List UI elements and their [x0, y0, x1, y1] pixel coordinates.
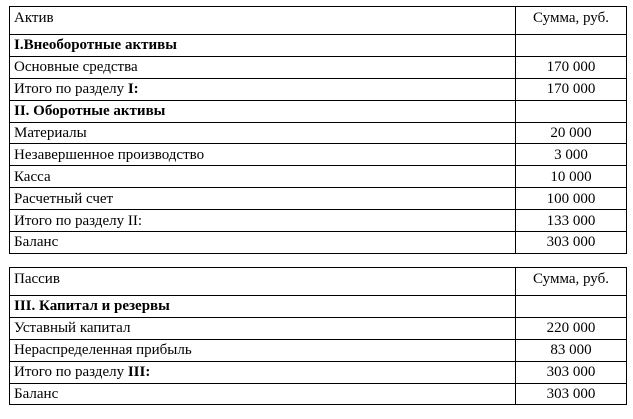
- subtotal-row: [10, 361, 627, 383]
- row-label: Материалы: [10, 122, 516, 144]
- section-row: [10, 35, 627, 57]
- table-row: [10, 339, 627, 361]
- subtotal-row: [10, 78, 627, 100]
- amount-cell: 83 000: [516, 339, 627, 361]
- table-row: [10, 317, 627, 339]
- row-label: Уставный капитал: [10, 317, 516, 339]
- amount-cell: 220 000: [516, 317, 627, 339]
- section-row: [10, 296, 627, 318]
- column-header-label: Пассив: [10, 268, 516, 296]
- section-row: [10, 100, 627, 122]
- amount-cell: [516, 35, 627, 57]
- section-title: I.Внеоборотные активы: [10, 35, 516, 57]
- amount-cell: [516, 100, 627, 122]
- row-label: Расчетный счет: [10, 188, 516, 210]
- amount-cell: 303 000: [516, 361, 627, 383]
- subtotal-row: [10, 210, 627, 232]
- amount-cell: 20 000: [516, 122, 627, 144]
- row-label: Баланс: [10, 232, 516, 254]
- column-header-label: Актив: [10, 7, 516, 35]
- subtotal-label: [10, 361, 516, 383]
- liabilities-table: [9, 267, 627, 405]
- amount-cell: 303 000: [516, 383, 627, 405]
- amount-cell: 3 000: [516, 144, 627, 166]
- amount-cell: 133 000: [516, 210, 627, 232]
- row-label: Баланс: [10, 383, 516, 405]
- row-label: Касса: [10, 166, 516, 188]
- subtotal-label: [10, 78, 516, 100]
- amount-cell: [516, 296, 627, 318]
- table-header-row: [10, 268, 627, 296]
- amount-cell: 303 000: [516, 232, 627, 254]
- table-header-row: [10, 7, 627, 35]
- section-number: III:: [127, 364, 151, 381]
- table-row: [10, 144, 627, 166]
- section-title: III. Капитал и резервы: [10, 296, 516, 318]
- table-row: [10, 166, 627, 188]
- balance-row: [10, 232, 627, 254]
- section-number: I:: [127, 81, 139, 98]
- assets-table: [9, 6, 627, 254]
- column-header-amount: Сумма, руб.: [516, 268, 627, 296]
- row-label: Нераспределенная прибыль: [10, 339, 516, 361]
- row-label: Итого по разделу II:: [10, 210, 516, 232]
- row-label: Незавершенное производство: [10, 144, 516, 166]
- table-row: [10, 56, 627, 78]
- subtotal-label-text: Итого по разделу: [14, 364, 128, 381]
- table-row: [10, 188, 627, 210]
- row-label: Основные средства: [10, 56, 516, 78]
- table-row: [10, 122, 627, 144]
- amount-cell: 170 000: [516, 56, 627, 78]
- column-header-amount: Сумма, руб.: [516, 7, 627, 35]
- section-title: II. Оборотные активы: [10, 100, 516, 122]
- subtotal-label-text: Итого по разделу: [14, 81, 128, 98]
- amount-cell: 10 000: [516, 166, 627, 188]
- amount-cell: 100 000: [516, 188, 627, 210]
- balance-row: [10, 383, 627, 405]
- amount-cell: 170 000: [516, 78, 627, 100]
